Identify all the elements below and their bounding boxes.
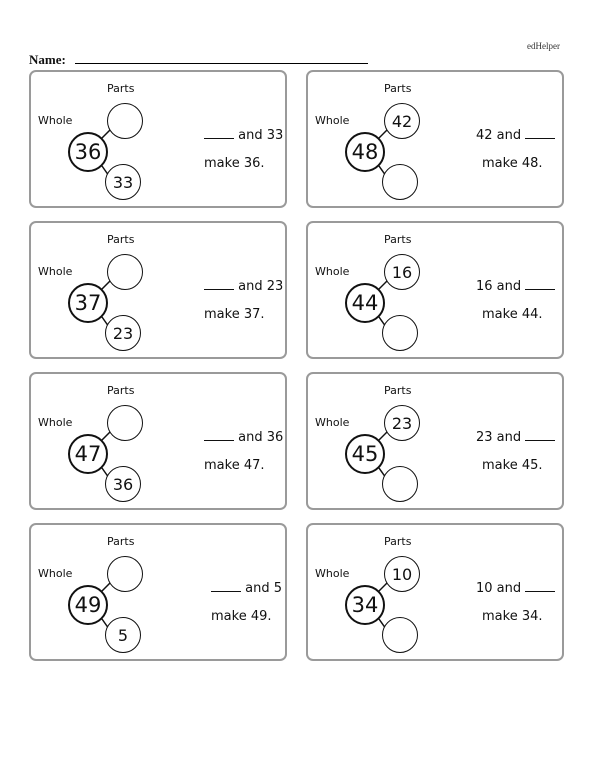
number-sentence (476, 122, 555, 178)
sentence-line-1 (204, 424, 283, 452)
parts-label: Parts (384, 384, 412, 397)
sentence-line-2: make 34. (482, 609, 543, 624)
whole-label: Whole (38, 567, 73, 580)
part-top-circle[interactable] (107, 556, 143, 592)
number-sentence (476, 273, 555, 329)
part-top-circle: 23 (384, 405, 420, 441)
problem-card (29, 70, 287, 208)
sentence-pre: 16 and (476, 279, 526, 294)
part-bottom-circle: 23 (105, 315, 141, 351)
parts-label: Parts (107, 535, 135, 548)
sentence-line-1 (204, 273, 283, 301)
sentence-line-1 (476, 273, 555, 301)
sentence-line-1 (476, 575, 555, 603)
name-label: Name: (29, 52, 66, 67)
sentence-pre: 10 and (476, 581, 526, 596)
sentence-post: and 33 (234, 128, 284, 143)
number-sentence (211, 575, 282, 631)
number-sentence (204, 122, 283, 178)
whole-number: 37 (68, 283, 108, 323)
whole-label: Whole (38, 114, 73, 127)
whole-number: 48 (345, 132, 385, 172)
part-top-circle: 16 (384, 254, 420, 290)
parts-label: Parts (384, 233, 412, 246)
sentence-line-2: make 48. (482, 156, 543, 171)
whole-number: 34 (345, 585, 385, 625)
part-bottom-circle[interactable] (382, 466, 418, 502)
problem-card (306, 372, 564, 510)
answer-blank[interactable] (525, 128, 555, 139)
problem-card (29, 221, 287, 359)
whole-label: Whole (315, 416, 350, 429)
whole-label: Whole (315, 114, 350, 127)
number-sentence (204, 424, 283, 480)
brand-label: edHelper (527, 41, 560, 51)
part-top-circle: 10 (384, 556, 420, 592)
name-row (29, 52, 374, 68)
problem-card (29, 523, 287, 661)
whole-number: 44 (345, 283, 385, 323)
whole-number: 49 (68, 585, 108, 625)
number-sentence (476, 424, 555, 480)
part-top-circle[interactable] (107, 254, 143, 290)
sentence-line-1 (476, 122, 555, 150)
sentence-line-2: make 44. (482, 307, 543, 322)
answer-blank[interactable] (211, 581, 241, 592)
sentence-line-2: make 45. (482, 458, 543, 473)
problem-card (306, 221, 564, 359)
whole-label: Whole (315, 265, 350, 278)
part-bottom-circle[interactable] (382, 164, 418, 200)
part-bottom-circle[interactable] (382, 617, 418, 653)
parts-label: Parts (107, 384, 135, 397)
number-sentence (476, 575, 555, 631)
sentence-line-2: make 37. (204, 307, 265, 322)
part-top-circle[interactable] (107, 103, 143, 139)
sentence-line-2: make 36. (204, 156, 265, 171)
sentence-line-1 (211, 575, 282, 603)
answer-blank[interactable] (204, 128, 234, 139)
answer-blank[interactable] (525, 279, 555, 290)
sentence-pre: 42 and (476, 128, 526, 143)
whole-label: Whole (315, 567, 350, 580)
sentence-line-2: make 49. (211, 609, 272, 624)
part-bottom-circle: 5 (105, 617, 141, 653)
sentence-pre: 23 and (476, 430, 526, 445)
whole-label: Whole (38, 416, 73, 429)
sentence-post: and 23 (234, 279, 284, 294)
problem-card (306, 523, 564, 661)
problem-card (306, 70, 564, 208)
sentence-line-1 (204, 122, 283, 150)
sentence-line-1 (476, 424, 555, 452)
sentence-line-2: make 47. (204, 458, 265, 473)
sentence-post: and 5 (241, 581, 282, 596)
parts-label: Parts (384, 82, 412, 95)
part-top-circle[interactable] (107, 405, 143, 441)
answer-blank[interactable] (204, 279, 234, 290)
answer-blank[interactable] (525, 430, 555, 441)
part-top-circle: 42 (384, 103, 420, 139)
sentence-post: and 36 (234, 430, 284, 445)
whole-number: 36 (68, 132, 108, 172)
whole-label: Whole (38, 265, 73, 278)
name-line[interactable] (75, 63, 368, 64)
parts-label: Parts (107, 233, 135, 246)
whole-number: 45 (345, 434, 385, 474)
part-bottom-circle: 36 (105, 466, 141, 502)
part-bottom-circle: 33 (105, 164, 141, 200)
whole-number: 47 (68, 434, 108, 474)
number-sentence (204, 273, 283, 329)
answer-blank[interactable] (204, 430, 234, 441)
parts-label: Parts (384, 535, 412, 548)
part-bottom-circle[interactable] (382, 315, 418, 351)
answer-blank[interactable] (525, 581, 555, 592)
problem-card (29, 372, 287, 510)
parts-label: Parts (107, 82, 135, 95)
